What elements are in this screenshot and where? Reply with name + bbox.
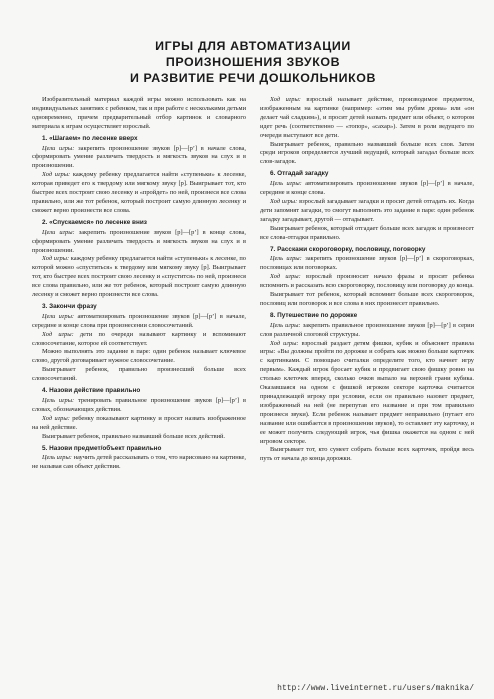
section-heading: 1. «Шагаем» по лесенке вверх xyxy=(42,134,138,142)
paragraph-text: дети по очереди называют картинку и вспоминают словосочетание, которое ей соответствует. xyxy=(32,330,247,347)
paragraph xyxy=(260,446,474,464)
section-heading: 6. Отгадай загадку xyxy=(270,170,329,178)
paragraph-text: тренировать правильное произношение звуков [р]—[р’] в словах, обозначающих действия. xyxy=(32,397,246,413)
paragraph xyxy=(32,313,246,331)
paragraph-text: каждому ребенку предлагается найти «ступеньки» к лесенке, которая приведет его к твердому или мягкому звуку [р]. Выигрывает тот, кто быстрее всех построит свою лесенку и «пройдет» по ней, произнеся все слова правильно, или же тот ребенок, который построит самую длинную лесенку и сможет верно произнести все слова. xyxy=(32,171,247,214)
paragraph xyxy=(32,255,246,300)
paragraph-label: Цель игры: xyxy=(270,321,301,329)
paragraph-label: Ход игры: xyxy=(42,330,74,338)
paragraph xyxy=(32,415,246,433)
paragraph xyxy=(260,180,474,198)
paragraph-label: Ход игры: xyxy=(270,96,301,103)
paragraph-text: автоматизировать произношение звуков [р]—[р’] в начале, середине и конце слова при произнесении словосочетаний. xyxy=(32,312,246,329)
paragraph-text: Выигрывает ребенок, который отгадает больше всех загадок и произнесет все слова-отгадки правильно. xyxy=(260,224,474,241)
left-column xyxy=(32,96,246,472)
paragraph-text: закрепить произношение звуков [р]—[р’] в конце слова, сформировать умение различать твердость и мягкость звуков на слух и в произношении. xyxy=(32,228,246,254)
section-heading: 5. Назови предмет/объект правильно xyxy=(42,444,162,452)
paragraph xyxy=(32,229,246,256)
paragraph-label: Цель игры: xyxy=(270,255,302,263)
paragraph-text: Выигрывает тот ребенок, который вспомнит больше всех скороговорок, пословиц или поговорок и все слова в них произнесет правильно. xyxy=(260,291,474,307)
paragraph-text: Выигрывает ребенок, правильно произнесший больше всех словосочетаний. xyxy=(32,366,246,383)
paragraph xyxy=(260,322,474,340)
section-heading: 3. Закончи фразу xyxy=(42,302,97,310)
paragraph-text: ребенку показывают картинку и просят назвать изображенное на ней действие. xyxy=(32,414,247,431)
paragraph-label: Цели игры: xyxy=(42,144,75,152)
paragraph-label: Ход игры: xyxy=(270,197,298,205)
paragraph-label: Цель игры: xyxy=(42,397,75,404)
paragraph-text: Выигрывает ребенок, правильно назвавший больше всех слов. Затем среди игроков определяется лучший ведущий, который загадал больше всех слов-загадок. xyxy=(260,140,474,166)
right-column xyxy=(260,96,474,472)
paragraph xyxy=(260,273,474,291)
paragraph-text: взрослый раздает детям фишки, кубик и объясняет правила игры: «Вы должны пройти по дорожке и собрать как можно больше карточек с картинками. С помощью считалки определите того, кто начнет игру первым». Каждый игрок бросает кубик и продвигает свою фишку ровно на столько клеточек вперед, сколько очков выпало на верхней грани кубика. Оказавшаяся на одном с фишкой игроком секторе карточка считается принадлежащей игроку при условии, если он правильно назовет предмет, изображенный на ней (не перепутав его название и при том правильно произнеся звуки). Если ребенок называет предмет неправильно (путает его название или ошибается в произношении звуков), то оставляет эту карточку, и ее может получить следующий игрок, чья фишка окажется на одном с ней игровом секторе. xyxy=(260,339,475,445)
paragraph-label: Цель игры: xyxy=(270,180,302,188)
paragraph-text: Можно выполнять это задание в паре: один ребенок называет ключевое слово, другой договаривает нужное словосочетание. xyxy=(32,348,246,365)
title-line: ИГРЫ ДЛЯ АВТОМАТИЗАЦИИ xyxy=(155,39,351,53)
page-title xyxy=(32,38,474,86)
paragraph xyxy=(260,340,474,447)
paragraph-text: взрослый называет действие, производимое предметом, изображенным на картинке (например: «этим мы рубим дрова» или «он делает чай сладким»), и просит детей назвать предмет или объект, о котором идет речь (соответственно — «топор», «сахар»). Затем в роли ведущего по очереди выступают все дети. xyxy=(260,96,474,139)
paragraph-label: Ход игры: xyxy=(42,414,70,422)
paragraph xyxy=(260,291,474,309)
paragraph xyxy=(260,141,474,168)
source-url: http://www.liveinternet.ru/users/maknika/ xyxy=(277,684,474,693)
paragraph xyxy=(260,198,474,225)
paragraph xyxy=(32,366,246,384)
paragraph-label: Цели игры: xyxy=(42,228,75,236)
paragraph xyxy=(32,96,246,132)
title-line: ПРОИЗНОШЕНИЯ ЗВУКОВ xyxy=(165,55,341,69)
paragraph-text: закрепить произношение звуков [р]—[р’] в скороговорках, пословицах или поговорках. xyxy=(260,255,474,272)
paragraph-label: Ход игры: xyxy=(42,255,70,263)
section-heading: 2. «Спускаемся» по лесенке вниз xyxy=(42,218,147,226)
paragraph xyxy=(32,397,246,415)
paragraph xyxy=(32,433,246,442)
paragraph-label: Ход игры: xyxy=(42,171,71,179)
title-line: И РАЗВИТИЕ РЕЧИ ДОШКОЛЬНИКОВ xyxy=(129,71,377,85)
paragraph-label: Цель игры: xyxy=(42,454,72,462)
paragraph-text: взрослый загадывает загадки и просит детей отгадать их. Когда дети запомнят загадки, то смогут выполнять это задание в паре: один ребенок загадку загадывает, другой — отгадывает. xyxy=(260,197,474,223)
paragraph xyxy=(32,348,246,366)
paragraph-text: закрепить правильное произношение звуков [р]—[р’] в серии слов различной слоговой структуры. xyxy=(260,321,474,338)
paragraph xyxy=(260,255,474,273)
paragraph xyxy=(32,145,246,172)
section-heading: 8. Путешествие по дорожке xyxy=(270,311,358,319)
paragraph-text: закрепить произношение звуков [р]—[р’] в начале слова, сформировать умение различать твердость и мягкость звуков на слух и в произношении. xyxy=(32,144,246,170)
paragraph xyxy=(260,96,474,141)
paragraph-text: каждому ребенку предлагается найти «ступеньки» к лесенке, по которой можно «спуститься» к твердому или мягкому звуку [р]. Выигрывает тот, кто быстрее всех построит свою лесенку и «спустится» по ней, произнеся все слова правильно, или же тот ребенок, который построит самую длинную лесенку и сможет верно произнести все слова. xyxy=(32,255,247,299)
paragraph-label: Ход игры: xyxy=(270,273,301,281)
paragraph xyxy=(260,225,474,243)
paragraph-text: научить детей рассказывать о том, что нарисовано на картинке, не называя сам объект действия. xyxy=(32,454,246,471)
paragraph-text: взрослый произносит начало фразы и просит ребенка вспомнить и рассказать всю скороговорку, пословицу или поговорку до конца. xyxy=(260,273,474,290)
paragraph-label: Цели игры: xyxy=(42,312,75,320)
section-heading: 4. Назови действие правильно xyxy=(42,387,141,395)
paragraph xyxy=(32,331,246,349)
section-heading: 7. Расскажи скороговорку, пословицу, поговорку xyxy=(270,245,426,253)
text-columns xyxy=(32,96,474,472)
paragraph-text: Выигрывает тот, кто сумеет собрать больше всех карточек, пройдя весь путь от начала до конца дорожки. xyxy=(260,446,474,463)
paragraph-label: Ход игры: xyxy=(270,339,299,347)
paragraph xyxy=(32,454,246,472)
paragraph-text: Выигрывает ребенок, правильно назвавший больше всех действий. xyxy=(42,432,226,440)
paragraph-text: Изобразительный материал каждой игры можно использовать как на индивидуальных занятиях с ребенком, так и при работе с несколькими детьми одновременно, причем предварительный отбор картинок и словарного материала к играм осуществляет взрослый. xyxy=(32,96,246,130)
paragraph xyxy=(32,171,246,216)
paragraph-text: автоматизировать произношение звуков [р]—[р’] в начале, середине и конце слова. xyxy=(260,180,474,197)
